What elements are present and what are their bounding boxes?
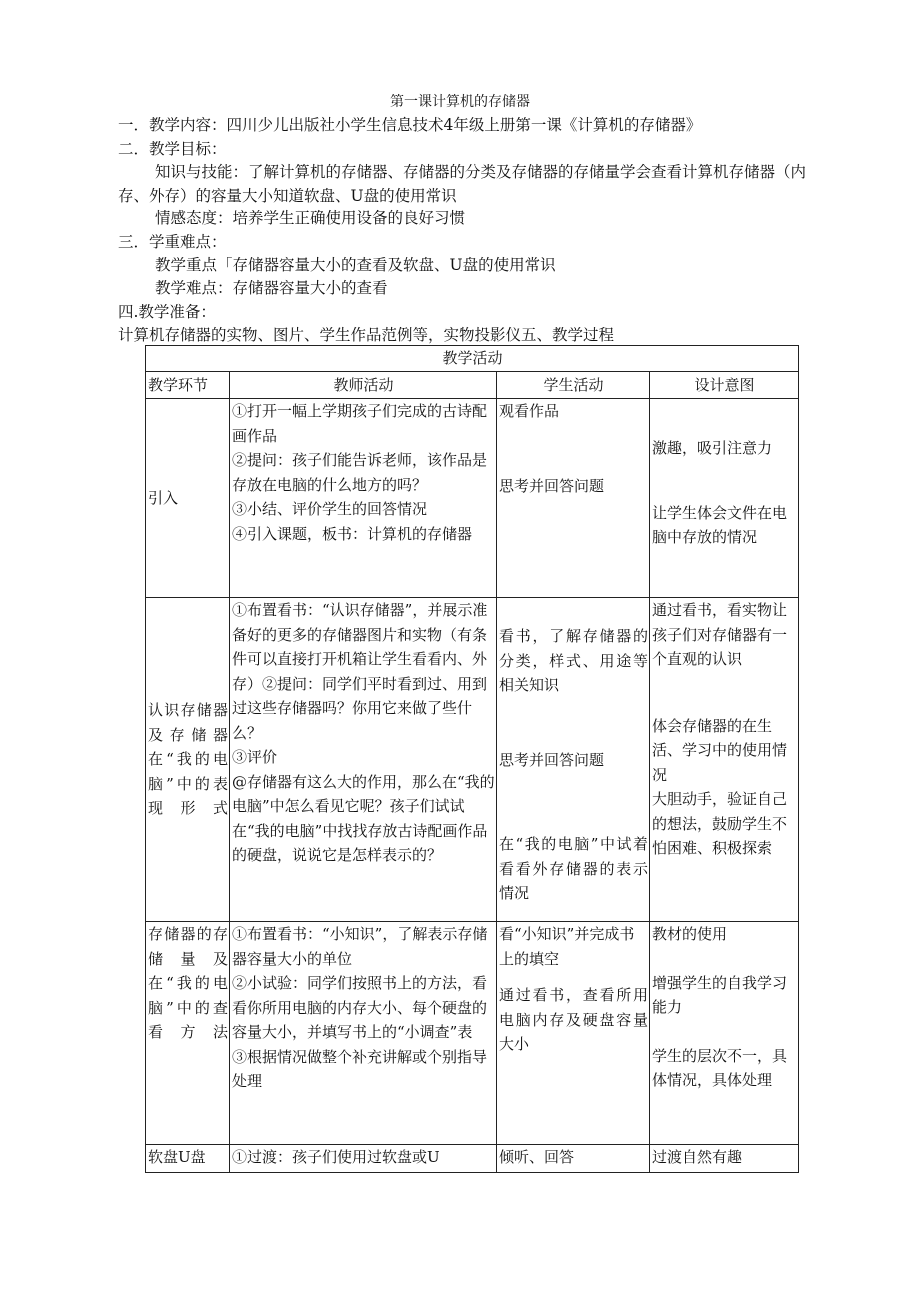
teacher-item: ①打开一幅上学期孩子们完成的古诗配画作品 <box>232 402 488 445</box>
table-header-row <box>146 372 799 399</box>
header-stage: 教学环节 <box>146 372 230 399</box>
stage-cell <box>146 598 230 922</box>
student-item: 看书，了解存储器的分类，样式、用途等相关知识 <box>499 627 648 694</box>
goal-emotion: 情感态度：培养学生正确使用设备的良好习惯 <box>155 209 466 227</box>
student-item: 通过看书，查看所用电脑内存及硬盘容量大小 <box>499 986 648 1053</box>
intent-item: 大胆动手，验证自己的想法，鼓励学生不怕困难、积极探索 <box>652 790 788 857</box>
stage-text: 认识存储器及存储器在“我的电脑”中的表现形式 <box>148 701 228 818</box>
table-row <box>146 1145 799 1173</box>
table-row <box>146 399 799 598</box>
student-cell <box>497 598 650 922</box>
teacher-item: ③评价 <box>232 748 278 766</box>
intent-item: 通过看书，看实物让孩子们对存储器有一个直观的认识 <box>652 601 788 668</box>
student-item: 思考并回答问题 <box>499 476 605 495</box>
intent-item: 增强学生的自我学习能力 <box>652 973 788 1016</box>
intent-cell <box>650 1145 799 1173</box>
header-intent: 设计意图 <box>650 372 799 399</box>
student-item: 倾听、回答 <box>499 1148 575 1166</box>
teacher-item: ①布置看书：“小知识”，了解表示存储器容量大小的单位 <box>232 925 488 968</box>
difficult-point: 教学难点：存储器容量大小的查看 <box>155 279 388 297</box>
goal-knowledge: 知识与技能：了解计算机的存储器、存储器的分类及存储器的存储量学会查看计算机存储器（内存、外存）的容量大小知道软盘、U盘的使用常识 <box>118 163 807 205</box>
stage-cell: 软盘U盘 <box>146 1145 230 1173</box>
intent-cell <box>650 922 799 1145</box>
teacher-cell <box>230 922 497 1145</box>
intent-cell <box>650 598 799 922</box>
teacher-cell <box>230 399 497 598</box>
page-title: 第一课计算机的存储器 <box>390 94 530 110</box>
teaching-activity-table <box>145 345 799 1173</box>
teacher-item: @存储器有这么大的作用，那么在“我的电脑”中怎么看见它呢？孩子们试试在“我的电脑”中找找存放古诗配画作品的硬盘，说说它是怎样表示的？ <box>232 772 495 864</box>
section-goals-heading: 二．教学目标： <box>118 140 227 158</box>
student-item: 观看作品 <box>499 402 560 420</box>
table-row <box>146 598 799 922</box>
student-item: 在“我的电脑”中试着看看外存储器的表示情况 <box>499 835 648 902</box>
stage-cell <box>146 922 230 1145</box>
student-item: 思考并回答问题 <box>499 750 605 769</box>
teacher-item: ①布置看书：“认识存储器”，并展示准备好的更多的存储器图片和实物（有条件可以直接打开机箱让学生看看内、外存）②提问：同学们平时看到过、用到过这些存储器吗？你用它来做了些什么？ <box>232 601 488 742</box>
stage-cell: 引入 <box>146 399 230 598</box>
teacher-item: ③根据情况做整个补充讲解或个别指导处理 <box>232 1047 488 1090</box>
intent-item: 让学生体会文件在电脑中存放的情况 <box>652 503 788 546</box>
teacher-item: ④引入课题，板书：计算机的存储器 <box>232 524 473 543</box>
section-content: 一．教学内容：四川少儿出版社小学生信息技术4年级上册第一课《计算机的存储器》 <box>118 116 702 134</box>
teacher-cell <box>230 598 497 922</box>
student-cell <box>497 399 650 598</box>
header-student: 学生活动 <box>497 372 650 399</box>
student-cell <box>497 1145 650 1173</box>
table-row <box>146 922 799 1145</box>
table-caption-row <box>146 346 799 372</box>
intent-cell <box>650 399 799 598</box>
prep-text: 计算机存储器的实物、图片、学生作品范例等，实物投影仪五、教学过程 <box>118 326 615 344</box>
student-cell <box>497 922 650 1145</box>
teacher-item: ②小试验：同学们按照书上的方法，看看你所用电脑的内存大小、每个硬盘的容量大小，并填写书上的“小调查”表 <box>232 974 488 1041</box>
teacher-cell <box>230 1145 497 1173</box>
intent-item: 过渡自然有趣 <box>652 1148 743 1166</box>
key-point: 教学重点「存储器容量大小的查看及软盘、U盘的使用常识 <box>155 256 556 274</box>
header-teacher: 教师活动 <box>230 372 497 399</box>
section-prep-heading: 四.教学准备： <box>118 303 216 321</box>
student-item: 看“小知识”并完成书上的填空 <box>499 925 635 968</box>
teacher-item: ②提问：孩子们能告诉老师，该作品是存放在电脑的什么地方的吗？ <box>232 451 488 494</box>
table-caption: 教学活动 <box>146 346 799 372</box>
intent-item: 教材的使用 <box>652 925 728 943</box>
intent-item: 学生的层次不一，具体情况，具体处理 <box>652 1046 788 1089</box>
intent-item: 体会存储器的在生活、学习中的使用情况 <box>652 716 788 784</box>
stage-text: 存储器的存储量及在“我的电脑”中的查看方法 <box>148 925 228 1041</box>
teacher-item: ①过渡：孩子们使用过软盘或U <box>232 1148 440 1166</box>
section-key-heading: 三．学重难点： <box>118 233 227 251</box>
teacher-item: ③小结、评价学生的回答情况 <box>232 500 428 518</box>
intent-item: 激趣，吸引注意力 <box>652 439 773 457</box>
